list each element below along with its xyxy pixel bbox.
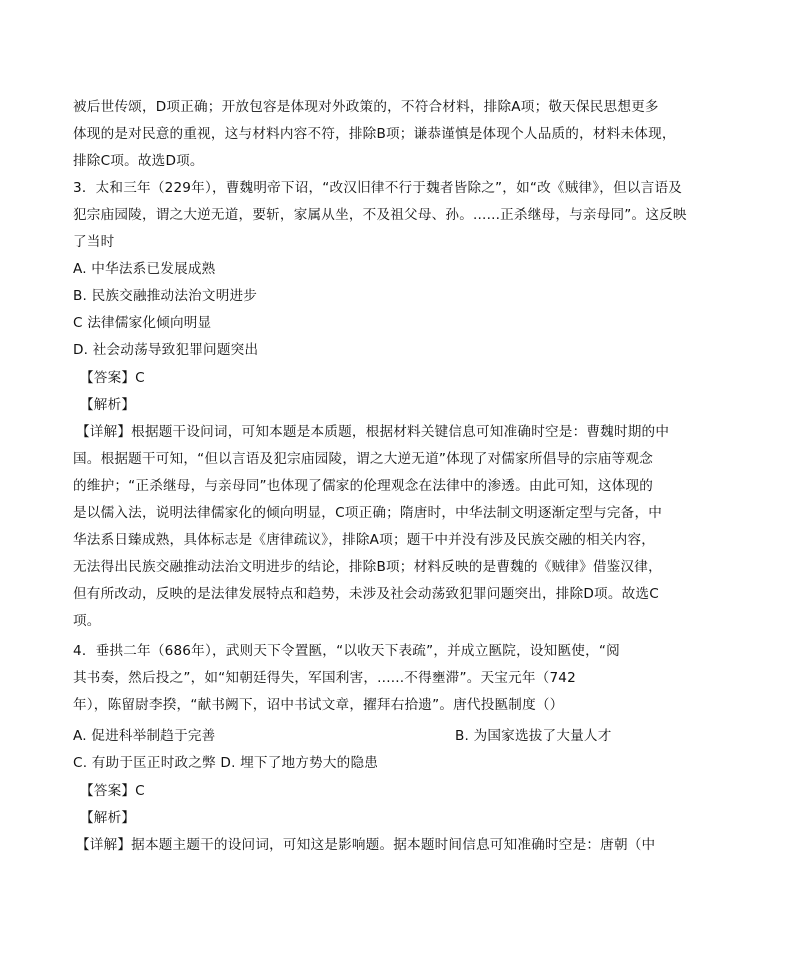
option-d: D. 社会动荡导致犯罪问题突出 [73, 342, 259, 358]
text-line: 年），陈留尉李揆，“献书阙下，诏中书试文章，擢拜右拾遗”。唐代投匦制度（） [73, 697, 564, 713]
options-row-cd: C. 有助于匡正时政之弊 D. 埋下了地方势大的隐患 [73, 755, 379, 771]
text-line: 了当时 [73, 234, 115, 250]
text-line: 华法系日臻成熟，具体标志是《唐律疏议》，排除A项；题干中并没有涉及民族交融的相关内容， [73, 532, 656, 548]
text-line: 的维护；“正杀继母，与亲母同”也体现了儒家的伦理观念在法律中的渗透。由此可知，这体现的 [73, 478, 654, 494]
option-a: A. 促进科举制趋于完善 [73, 728, 216, 744]
analysis-label: 【解析】 [80, 397, 136, 413]
text-line: 其书奏，然后投之”，如“知朝廷得失，军国利害，......不得壅滞”。天宝元年（742 [73, 670, 577, 686]
analysis-label: 【解析】 [80, 810, 136, 826]
option-b: B. 为国家选拔了大量人才 [455, 728, 612, 744]
explanation-text: 【详解】据本题主题干的设问词，可知这是影响题。据本题时间信息可知准确时空是：唐朝（中 [76, 837, 656, 853]
text-line: 无法得出民族交融推动法治文明进步的结论，排除B项；材料反映的是曹魏的《贼律》借鉴汉律， [73, 559, 662, 575]
explanation-text: 【详解】根据题干设问词，可知本题是本质题，根据材料关键信息可知准确时空是：曹魏时期的中 [76, 424, 670, 440]
text-line: 体现的是对民意的重视，这与材料内容不符，排除B项；谦恭谨慎是体现个人品质的，材料未体现， [73, 126, 676, 142]
option-a: A. 中华法系已发展成熟 [73, 261, 216, 277]
text-line: 排除C项。故选D项。 [73, 153, 204, 169]
text-line: 犯宗庙园陵，谓之大逆无道，要斩，家属从坐，不及祖父母、孙。......正杀继母，与亲母同”。这反映 [73, 207, 687, 223]
text-line: 被后世传颂，D项正确；开放包容是体现对外政策的，不符合材料，排除A项；敬天保民思想更多 [73, 99, 659, 115]
text-line: 但有所改动，反映的是法律发展特点和趋势，未涉及社会动荡致犯罪问题突出，排除D项。故选C [73, 586, 659, 602]
question-3-stem: 3．太和三年（229年），曹魏明帝下诏，“改汉旧律不行于魏者皆除之”，如“改《贼律》，但以言语及 [73, 180, 683, 196]
answer-label: 【答案】C [80, 370, 145, 386]
answer-label: 【答案】C [80, 783, 145, 799]
text-line: 项。 [73, 613, 101, 629]
option-c: C 法律儒家化倾向明显 [73, 315, 212, 331]
option-b: B. 民族交融推动法治文明进步 [73, 288, 258, 304]
text-line: 是以儒入法，说明法律儒家化的倾向明显，C项正确；隋唐时，中华法制文明逐渐定型与完备，中 [73, 505, 663, 521]
options-row [73, 725, 793, 747]
text-line: 国。根据题干可知，“但以言语及犯宗庙园陵，谓之大逆无道”体现了对儒家所倡导的宗庙等观念 [73, 451, 654, 467]
question-4-stem: 4．垂拱二年（686年），武则天下令置匦，“以收天下表疏”，并成立匦院，设知匦使，“阅 [73, 643, 620, 659]
